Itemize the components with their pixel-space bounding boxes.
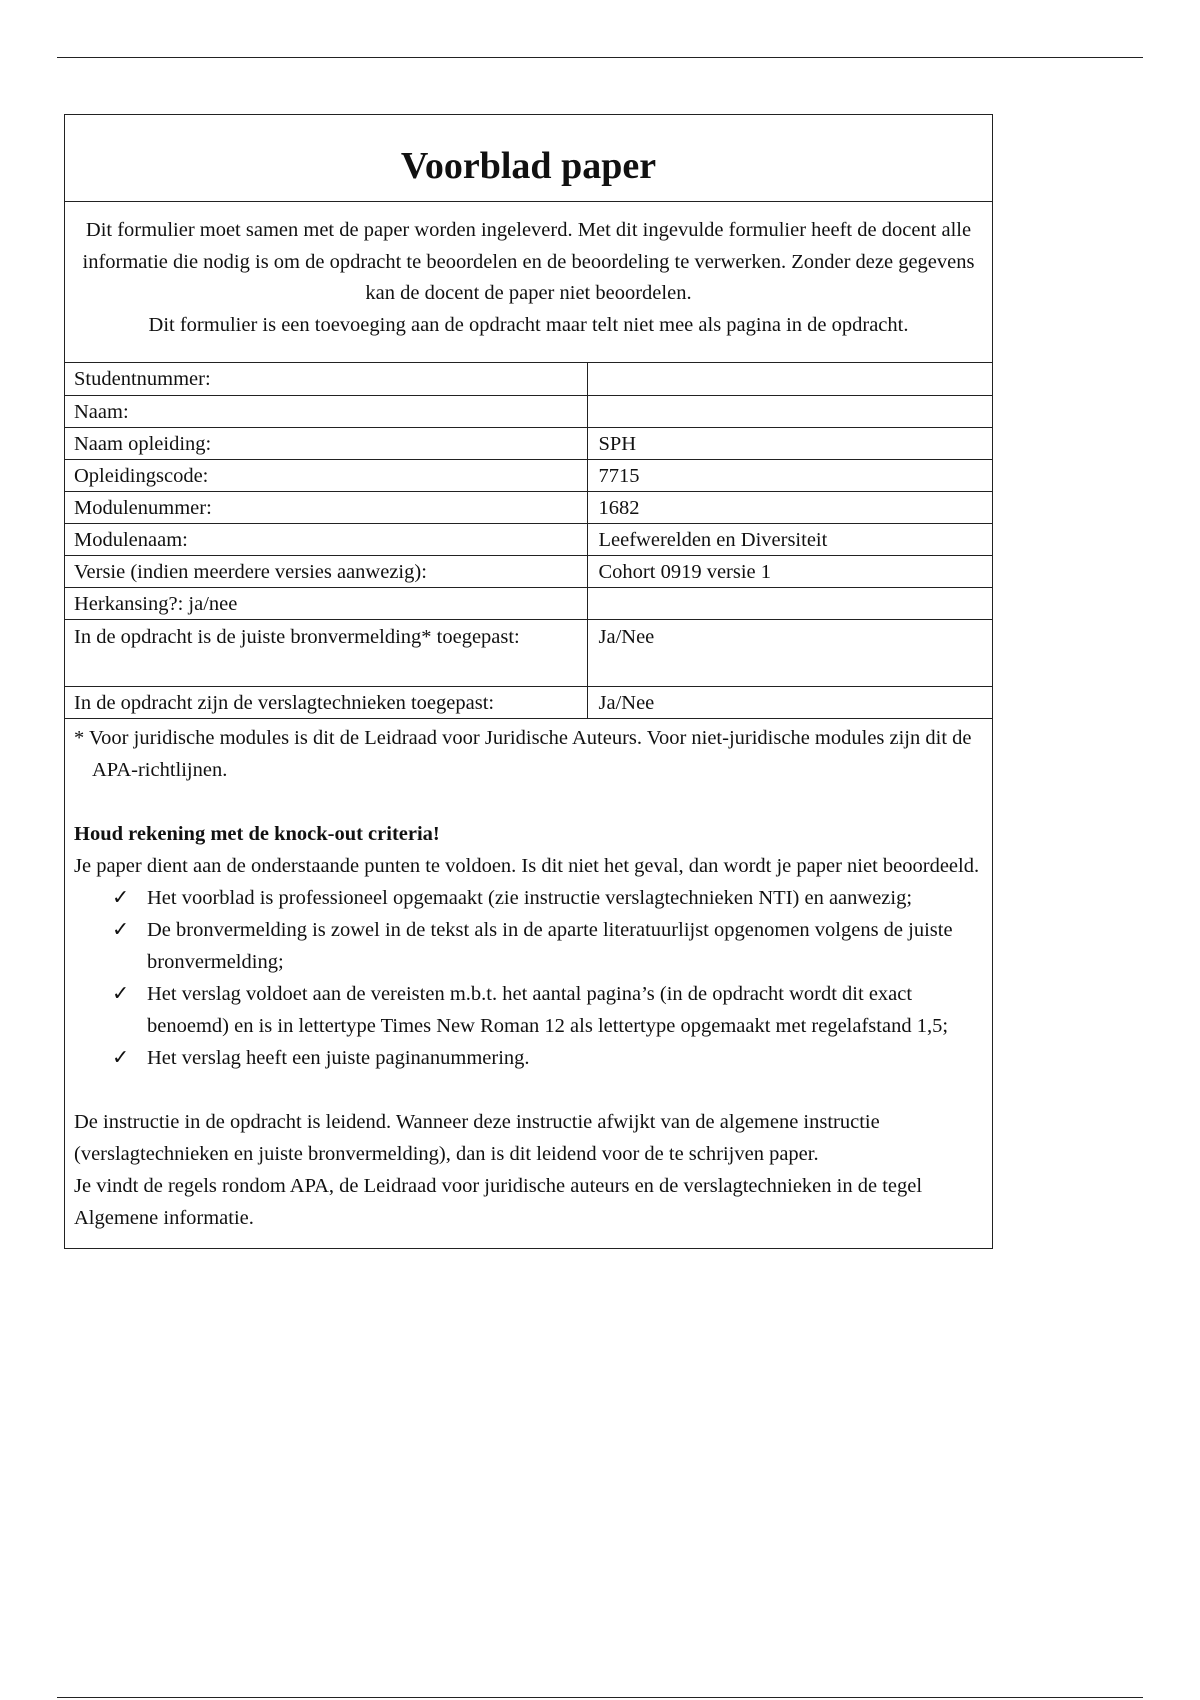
field-row bbox=[65, 587, 992, 619]
checkmark-icon: ✓ bbox=[112, 886, 130, 909]
field-label-modulenaam: Modulenaam: bbox=[65, 523, 587, 555]
field-value-herkansing[interactable] bbox=[587, 587, 992, 619]
field-value-versie[interactable]: Cohort 0919 versie 1 bbox=[587, 555, 992, 587]
field-value-bronvermelding[interactable]: Ja/Nee bbox=[587, 619, 992, 686]
knockout-item-text: Het verslag heeft een juiste paginanummering. bbox=[147, 1046, 530, 1069]
field-row bbox=[65, 395, 992, 427]
intro-note: Dit formulier is een toevoeging aan de opdracht maar telt niet mee als pagina in de opdracht. bbox=[148, 313, 909, 336]
checkmark-icon: ✓ bbox=[112, 918, 130, 941]
field-label-opleidingscode: Opleidingscode: bbox=[65, 459, 587, 491]
list-item bbox=[112, 882, 983, 914]
closing-paragraph: De instructie in de opdracht is leidend. Wanneer deze instructie afwijkt van de algemene instructie (verslagtechnieken en juiste bronvermelding), dan is dit leidend voor de te schrijven paper. bbox=[74, 1110, 880, 1165]
footer-rule bbox=[57, 1697, 1143, 1698]
field-label-naam: Naam: bbox=[65, 395, 587, 427]
knockout-heading: Houd rekening met de knock-out criteria! bbox=[74, 822, 440, 845]
field-value-studentnummer[interactable] bbox=[587, 363, 992, 395]
field-value-modulenaam[interactable]: Leefwerelden en Diversiteit bbox=[587, 523, 992, 555]
field-value-naam[interactable] bbox=[587, 395, 992, 427]
field-row bbox=[65, 686, 992, 718]
field-label-studentnummer: Studentnummer: bbox=[65, 363, 587, 395]
intro-paragraph: Dit formulier moet samen met de paper worden ingeleverd. Met dit ingevulde formulier heeft de docent alle informatie die nodig is om de opdracht te beoordelen en de beoordeling te verwerken. Zonder deze gegevens kan de docent de paper niet beoordelen. bbox=[82, 219, 975, 304]
field-value-opleidingscode[interactable]: 7715 bbox=[587, 459, 992, 491]
field-row bbox=[65, 491, 992, 523]
knockout-item-text: Het voorblad is professioneel opgemaakt (zie instructie verslagtechnieken NTI) en aanwezig; bbox=[147, 886, 913, 909]
header-rule bbox=[57, 57, 1143, 58]
knockout-item-text: De bronvermelding is zowel in de tekst als in de aparte literatuurlijst opgenomen volgens de juiste bronvermelding; bbox=[147, 918, 953, 973]
notes-section bbox=[65, 719, 992, 1248]
cover-form bbox=[64, 114, 993, 1249]
field-label-verslagtechnieken: In de opdracht zijn de verslagtechnieken toegepast: bbox=[65, 686, 587, 718]
closing-info: Je vindt de regels rondom APA, de Leidraad voor juridische auteurs en de verslagtechnieken in de tegel Algemene informatie. bbox=[74, 1174, 923, 1229]
page-title: Voorblad paper bbox=[65, 115, 992, 202]
field-row bbox=[65, 523, 992, 555]
field-row bbox=[65, 555, 992, 587]
fields-table bbox=[65, 363, 992, 719]
field-value-verslagtechnieken[interactable]: Ja/Nee bbox=[587, 686, 992, 718]
field-label-versie: Versie (indien meerdere versies aanwezig): bbox=[65, 555, 587, 587]
knockout-intro: Je paper dient aan de onderstaande punten te voldoen. Is dit niet het geval, dan wordt je paper niet beoordeeld. bbox=[74, 854, 980, 877]
field-row bbox=[65, 427, 992, 459]
checkmark-icon: ✓ bbox=[112, 1046, 130, 1069]
field-label-modulenummer: Modulenummer: bbox=[65, 491, 587, 523]
field-label-herkansing: Herkansing?: ja/nee bbox=[65, 587, 587, 619]
intro-section bbox=[65, 202, 992, 363]
field-row bbox=[65, 459, 992, 491]
field-value-modulenummer[interactable]: 1682 bbox=[587, 491, 992, 523]
list-item bbox=[112, 1042, 983, 1074]
knockout-item-text: Het verslag voldoet aan de vereisten m.b.t. het aantal pagina’s (in de opdracht wordt dit exact benoemd) en is in lettertype Times New Roman 12 als lettertype opgemaakt met regelafstand 1,5; bbox=[147, 982, 949, 1037]
knockout-list bbox=[74, 882, 983, 1074]
field-row bbox=[65, 619, 992, 686]
footnote: * Voor juridische modules is dit de Leidraad voor Juridische Auteurs. Voor niet-juridische modules zijn dit de APA-richtlijnen. bbox=[74, 726, 972, 781]
checkmark-icon: ✓ bbox=[112, 982, 130, 1005]
field-row bbox=[65, 363, 992, 395]
list-item bbox=[112, 914, 983, 978]
field-value-naam-opleiding[interactable]: SPH bbox=[587, 427, 992, 459]
list-item bbox=[112, 978, 983, 1042]
field-label-bronvermelding: In de opdracht is de juiste bronvermelding* toegepast: bbox=[65, 619, 587, 686]
field-label-naam-opleiding: Naam opleiding: bbox=[65, 427, 587, 459]
